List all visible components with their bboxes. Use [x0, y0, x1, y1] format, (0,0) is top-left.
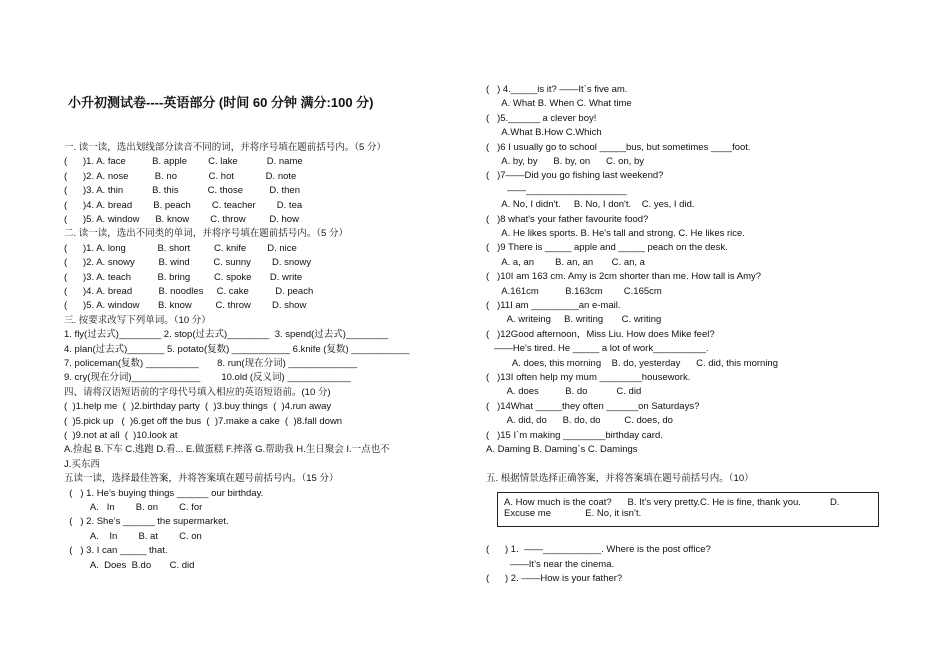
box-line-2: Excuse me E. No, it isn’t. [504, 508, 642, 519]
box-line-1: A. How much is the coat? B. It’s very pretty.C. He is fine, thank you. D. [504, 497, 840, 508]
left-lines-14: 1. fly(过去式)________ 2. stop(过去式)________ 3. spend(过去式)________ [64, 329, 389, 341]
page-title: 小升初测试卷----英语部分 (时间 60 分钟 满分:100 分) [68, 95, 374, 110]
left-lines-18: 四、请将汉语短语前的字母代号填入相应的英语短语前。(10 分) [64, 386, 331, 398]
left-lines-19: ( )1.help me ( )2.birthday party ( )3.buy things ( )4.run away [64, 401, 332, 413]
left-lines-8: ( )1. A. long B. short C. knife D. nice [64, 242, 297, 254]
right-lines-11: A. He likes sports. B. He's tall and strong. C. He likes rice. [486, 228, 745, 239]
bottom-lines-3: ( ) 2. ——How is your father? [486, 573, 623, 585]
right-lines-24: A. did, do B. do, do C. does, do [486, 415, 673, 427]
right-lines-1: ( ) 4._____is it? ——It`s five am. [486, 84, 628, 95]
dialogue-options-box [497, 492, 879, 527]
right-lines-4: A.What B.How C.Which [486, 127, 602, 139]
right-lines-2: A. What B. When C. What time [486, 98, 632, 110]
right-lines-9: A. No, I didn't. B. No, I don't. C. yes, I did. [486, 199, 695, 211]
left-lines-1: 一. 读一读，选出划线部分读音不同的词，并将序号填在题前括号内。（5 分） [64, 142, 386, 153]
right-lines-23: ( )14What _____they often ______on Saturdays? [486, 400, 700, 412]
left-lines-9: ( )2. A. snowy B. wind C. sunny D. snowy [64, 257, 312, 269]
right-lines-12: ( )9 There is _____ apple and _____ peach on the desk. [486, 242, 728, 254]
bottom-lines-2: ——It’s near the cinema. [486, 558, 615, 570]
right-lines-21: ( )13I often help my mum ________housework. [486, 372, 691, 383]
left-lines-3: ( )2. A. nose B. no C. hot D. note [64, 170, 297, 182]
right-lines-10: ( )8 what's your father favourite food? [486, 213, 649, 225]
right-lines-6: A. by, by B. by, on C. on, by [486, 156, 645, 167]
left-lines-6: ( )5. A. window B. know C. throw D. how [64, 214, 299, 225]
left-lines-12: ( )5. A. window B. know C. throw D. show [64, 300, 307, 312]
left-lines-20: ( )5.pick up ( )6.get off the bus ( )7.make a cake ( )8.fall down [64, 415, 343, 427]
left-lines-23: J.买东西 [64, 458, 100, 470]
right-lines-25: ( )15 I`m making ________birthday card. [486, 429, 663, 441]
bottom-lines-1: ( ) 1. ——___________. Where is the post office? [486, 544, 711, 555]
right-lines-8: ——___________________ [486, 184, 627, 196]
left-lines-21: ( )9.not at all ( )10.look at [64, 430, 178, 441]
left-lines-25: ( ) 1. He’s buying things ______ our birthday. [64, 487, 264, 499]
right-lines-15: A.161cm B.163cm C.165cm [486, 285, 662, 297]
right-lines-26: A. Daming B. Daming`s C. Damings [486, 444, 638, 455]
left-lines-17: 9. cry(现在分词)_____________ 10.old (反义词) ____________ [64, 372, 351, 384]
right-lines-18: ( )12Good afternoon，Miss Liu. How does Mike feel? [486, 328, 715, 340]
left-lines-4: ( )3. A. thin B. this C. those D. then [64, 185, 301, 197]
right-lines-22: A. does B. do C. did [486, 386, 642, 398]
right-lines-7: ( )7——Did you go fishing last weekend? [486, 170, 664, 182]
left-lines-27: ( ) 2. She’s ______ the supermarket. [64, 516, 229, 528]
left-lines-16: 7. policeman(复数) __________ 8. run(现在分词) _____________ [64, 358, 358, 369]
right-lines-5: ( )6 I usually go to school _____bus, but sometimes ____foot. [486, 141, 751, 153]
left-lines-22: A.捡起 B.下车 C.逃跑 D.看... E.做蛋糕 F.摔落 G.帮助我 H.生日聚会 I.一点也不 [64, 444, 390, 456]
right-lines-13: A. a, an B. an, an C. an, a [486, 256, 645, 268]
left-lines-26: A. In B. on C. for [64, 502, 203, 513]
left-lines-5: ( )4. A. bread B. peach C. teacher D. tea [64, 199, 303, 211]
left-lines-30: A. Does B.do C. did [64, 559, 195, 571]
left-lines-24: 五读一读，选择最佳答案，并将答案填在题号前括号内。（15 分） [64, 473, 339, 485]
right-lines-17: A. writeing B. writing C. writing [486, 314, 662, 326]
right-lines-14: ( )10I am 163 cm. Amy is 2cm shorter than me. How tall is Amy? [486, 271, 762, 283]
right-lines-3: ( )5.______ a clever boy! [486, 112, 597, 124]
left-lines-28: A. In B. at C. on [64, 530, 202, 542]
left-lines-11: ( )4. A. bread B. noodles C. cake D. peach [64, 286, 314, 297]
left-lines-13: 三. 按要求改写下列单词。（10 分） [64, 314, 211, 326]
right-lines-20: A. does, this morning B. do, yesterday C. did, this morning [486, 357, 778, 369]
left-lines-10: ( )3. A. teach B. bring C. spoke D. write [64, 271, 303, 283]
left-lines-7: 二. 读一读，选出不同类的单词，并将序号填在题前括号内。（5 分） [64, 228, 348, 240]
left-lines-2: ( )1. A. face B. apple C. lake D. name [64, 156, 303, 168]
right-lines-16: ( )11I am _________an e-mail. [486, 300, 621, 311]
left-lines-15: 4. plan(过去式)_______ 5. potato(复数) ___________ 6.knife (复数) ___________ [64, 343, 410, 355]
right-lines-19: ——He's tired. He _____ a lot of work__________. [486, 343, 709, 355]
right-lines-28: 五. 根据情景选择正确答案，并将答案填在题号前括号内。（10） [486, 472, 754, 484]
left-lines-29: ( ) 3. I can _____ that. [64, 545, 168, 557]
